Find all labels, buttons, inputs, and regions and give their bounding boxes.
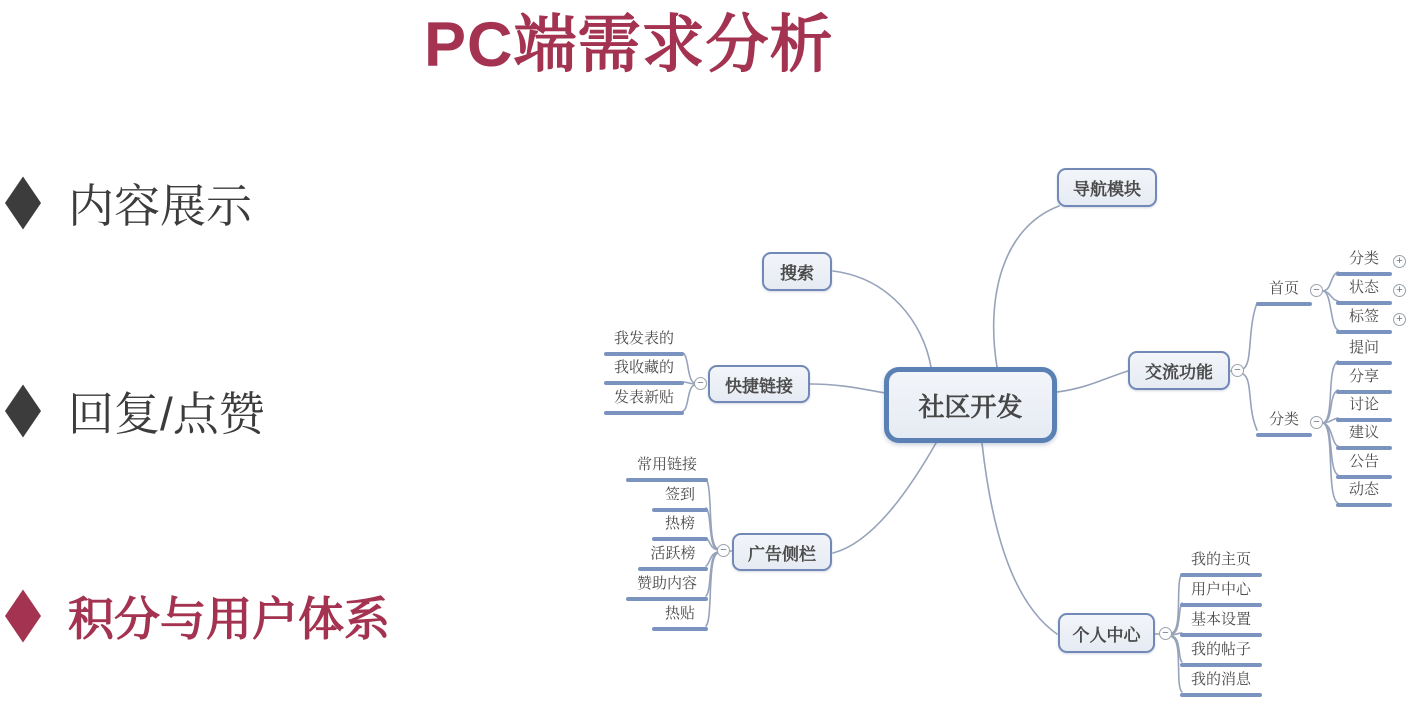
leaf-share[interactable] — [1336, 368, 1392, 394]
bullet-label: 回复/点赞 — [68, 388, 265, 440]
leaf-user-center[interactable] — [1180, 581, 1262, 607]
collapse-icon-personal-center[interactable]: − — [1159, 627, 1172, 640]
connector-root-nav — [994, 206, 1059, 367]
connector-root-ad — [833, 443, 936, 553]
leaf-discussion[interactable] — [1336, 396, 1392, 422]
leaf-underline — [1256, 302, 1312, 306]
leaf-my-homepage[interactable] — [1180, 551, 1262, 577]
diamond-bullet-icon — [5, 384, 41, 437]
branch-node-quick-links[interactable]: 快捷链接 — [708, 365, 810, 403]
leaf-activity[interactable] — [1336, 481, 1392, 507]
leaf-label: 我的帖子 — [1190, 641, 1251, 658]
leaf-my-posts[interactable] — [604, 330, 684, 356]
subnode-category[interactable] — [1256, 411, 1312, 437]
leaf-label: 基本设置 — [1190, 611, 1251, 628]
leaf-hot-list[interactable] — [652, 515, 708, 541]
leaf-label: 标签 — [1348, 308, 1379, 325]
diamond-bullet-icon — [5, 589, 41, 642]
branch-node-personal-center[interactable]: 个人中心 — [1058, 613, 1155, 653]
leaf-active-list[interactable] — [638, 545, 708, 571]
leaf-label: 我的主页 — [1190, 551, 1251, 568]
leaf-underline — [626, 597, 708, 601]
leaf-underline — [652, 537, 708, 541]
leaf-label: 提问 — [1348, 339, 1379, 356]
bullet-item-points-user-system — [8, 588, 390, 644]
leaf-my-messages[interactable] — [1180, 671, 1262, 697]
leaf-underline — [1336, 475, 1392, 479]
leaf-label: 签到 — [664, 486, 695, 503]
mindmap-root-node[interactable]: 社区开发 — [884, 367, 1057, 443]
leaf-underline — [1180, 573, 1262, 577]
leaf-my-posts-personal[interactable] — [1180, 641, 1262, 667]
leaf-underline — [1180, 603, 1262, 607]
leaf-label: 分享 — [1348, 368, 1379, 385]
connector-comm-category — [1243, 374, 1257, 430]
leaf-underline — [1180, 663, 1262, 667]
leaf-label: 我的消息 — [1190, 671, 1251, 688]
leaf-underline — [1336, 390, 1392, 394]
branch-node-search[interactable]: 搜索 — [762, 252, 832, 291]
leaf-label: 分类 — [1268, 411, 1299, 428]
leaf-label: 状态 — [1348, 279, 1379, 296]
leaf-underline — [1180, 693, 1262, 697]
leaf-underline — [1336, 361, 1392, 365]
leaf-label: 发表新贴 — [613, 389, 674, 406]
leaf-label: 首页 — [1268, 280, 1299, 297]
leaf-label: 公告 — [1348, 453, 1379, 470]
diamond-bullet-icon — [5, 176, 41, 229]
leaf-underline — [652, 508, 708, 512]
connector-root-personal — [982, 443, 1057, 634]
branch-node-nav[interactable]: 导航模块 — [1057, 168, 1157, 207]
leaf-question[interactable] — [1336, 339, 1392, 365]
collapse-icon-ad-sidebar[interactable]: − — [717, 544, 730, 557]
leaf-sponsored-content[interactable] — [626, 575, 708, 601]
bullet-label: 积分与用户体系 — [68, 593, 390, 645]
connector-root-search — [833, 271, 931, 367]
branch-node-ad-sidebar[interactable]: 广告侧栏 — [732, 533, 832, 571]
leaf-underline — [604, 411, 684, 415]
collapse-icon-quick-links[interactable]: − — [694, 377, 707, 390]
leaf-label: 分类 — [1348, 250, 1379, 267]
leaf-basic-settings[interactable] — [1180, 611, 1262, 637]
expand-icon-home-category[interactable]: + — [1393, 255, 1406, 268]
leaf-common-links[interactable] — [626, 456, 708, 482]
leaf-label: 用户中心 — [1190, 581, 1251, 598]
bullet-item-reply-like — [8, 383, 265, 439]
leaf-hot-posts[interactable] — [652, 605, 708, 631]
leaf-underline — [1336, 418, 1392, 422]
leaf-my-favorites[interactable] — [604, 359, 684, 385]
bullet-item-content-display — [8, 175, 252, 231]
collapse-icon-home[interactable]: − — [1310, 284, 1323, 297]
connector-root-quick — [810, 384, 885, 393]
collapse-icon-communication[interactable]: − — [1231, 364, 1244, 377]
leaf-underline — [638, 567, 708, 571]
leaf-label: 活跃榜 — [650, 545, 696, 562]
leaf-label: 热贴 — [664, 605, 695, 622]
leaf-new-post[interactable] — [604, 389, 684, 415]
leaf-label: 热榜 — [664, 515, 695, 532]
leaf-label: 建议 — [1348, 424, 1379, 441]
leaf-underline — [1336, 301, 1392, 305]
connector-comm-home — [1243, 303, 1257, 369]
page-title: PC端需求分析 — [424, 10, 834, 80]
leaf-underline — [1336, 503, 1392, 507]
subnode-home[interactable] — [1256, 280, 1312, 306]
expand-icon-home-status[interactable]: + — [1393, 284, 1406, 297]
leaf-check-in[interactable] — [652, 486, 708, 512]
leaf-underline — [604, 352, 684, 356]
connector-quick-child — [683, 353, 695, 383]
leaf-label: 我收藏的 — [613, 359, 674, 376]
connector-root-comm — [1057, 371, 1128, 392]
collapse-icon-category[interactable]: − — [1310, 416, 1323, 429]
leaf-underline — [1256, 433, 1312, 437]
leaf-underline — [1180, 633, 1262, 637]
branch-node-communication[interactable]: 交流功能 — [1128, 351, 1230, 390]
leaf-announcement[interactable] — [1336, 453, 1392, 479]
leaf-label: 动态 — [1348, 481, 1379, 498]
leaf-underline — [1336, 272, 1392, 276]
leaf-label: 我发表的 — [613, 330, 674, 347]
connector-quick-child — [683, 385, 695, 411]
leaf-label: 常用链接 — [636, 456, 697, 473]
leaf-home-status[interactable] — [1336, 279, 1392, 305]
leaf-home-tag[interactable] — [1336, 308, 1392, 334]
leaf-label: 讨论 — [1348, 396, 1379, 413]
leaf-home-category[interactable] — [1336, 250, 1392, 276]
bullet-label: 内容展示 — [68, 180, 252, 232]
leaf-underline — [626, 478, 708, 482]
expand-icon-home-tag[interactable]: + — [1393, 313, 1406, 326]
leaf-label: 赞助内容 — [636, 575, 697, 592]
leaf-suggestion[interactable] — [1336, 424, 1392, 450]
leaf-underline — [652, 627, 708, 631]
leaf-underline — [604, 381, 684, 385]
leaf-underline — [1336, 330, 1392, 334]
leaf-underline — [1336, 446, 1392, 450]
